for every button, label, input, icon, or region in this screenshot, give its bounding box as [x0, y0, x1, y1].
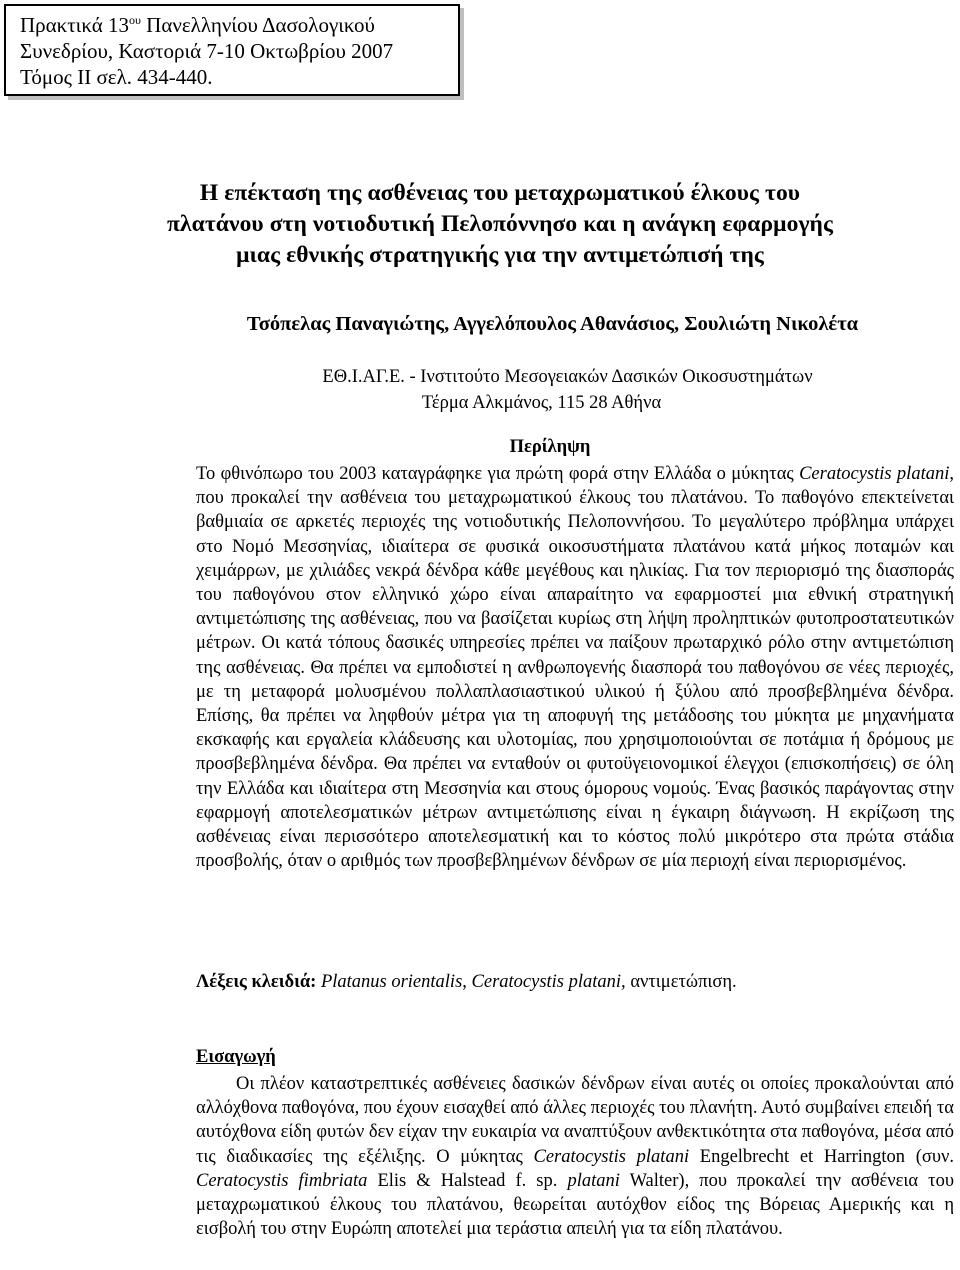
keywords-label: Λέξεις κλειδιά:	[196, 972, 317, 992]
title-line-2: πλατάνου στη νοτιοδυτική Πελοπόννησο και η ανάγκη εφαρμογής	[167, 211, 833, 237]
affiliation-address: Τέρμα Αλκμάνος, 115 28 Αθήνα	[421, 393, 662, 413]
citation-box	[4, 4, 460, 96]
authors: Τσόπελας Παναγιώτης, Αγγελόπουλος Αθανάσιος, Σουλιώτη Νικολέτα	[246, 313, 859, 335]
citation-line-1: Πρακτικά $13^{o\upsilon}$ Πανελληνίου Δασολογικού	[20, 13, 375, 37]
title-line-3: μιας εθνικής στρατηγικής για την αντιμετώπισή της	[236, 242, 764, 268]
species-synonym: Ceratocystis fimbriata	[196, 1170, 368, 1191]
title-line-1: Η επέκταση της ασθένειας του μεταχρωματικού έλκους του	[199, 180, 801, 206]
citation-line-2: Συνεδρίου, Καστοριά 7-10 Οκτωβρίου 2007	[20, 39, 394, 63]
affiliation-institute: ΕΘ.Ι.ΑΓ.Ε. - Ινστιτούτο Μεσογειακών Δασικών Οικοσυστημάτων	[322, 367, 813, 387]
species-name: Ceratocystis platani	[533, 1146, 690, 1167]
paper-title	[70, 178, 930, 271]
keyword-species-2: Ceratocystis platani,	[471, 972, 626, 992]
keywords: Λέξεις κλειδιά: Platanus orientalis, Ceratocystis platani, αντιμετώπιση.	[196, 972, 737, 992]
keyword-species-1: Platanus orientalis	[320, 972, 463, 992]
intro-body: Οι πλέον καταστρεπτικές ασθένειες δασικών δένδρων είναι αυτές οι οποίες προκαλούνται από αλλόχθονα παθογόνα, που έχουν εισαχθεί από άλλες περιοχές του πλανήτη. Αυτό συμβαίνει επειδή τα αυτόχθονα είδη φυτών δεν είχαν την ευκαιρία να αναπτύξουν ανθεκτικότητα στα παθογόνα, μέσα από τις διαδικασίες της εξέλιξης. Ο μύκητας Ceratocystis platani Engelbrecht et Harrington (συν. Ceratocystis fimbriata Elis & Halstead f. sp. platani Walter), που προκαλεί την ασθένεια του μεταχρωματικού έλκους του πλατάνου, θεωρείται αυτόχθον είδος της Βόρειας Αμερικής και η εισβολή του στην Ευρώπη αποτελεί μια τεράστια απειλή για τα είδη πλατάνου.	[196, 1074, 954, 1240]
affiliation	[0, 364, 960, 416]
intro-heading: Εισαγωγή	[196, 1047, 276, 1067]
abstract-body: Το φθινόπωρο του 2003 καταγράφηκε για πρώτη φορά στην Ελλάδα ο μύκητας Ceratocystis platani, που προκαλεί την ασθένεια του μεταχρωματικού έλκους του πλατάνου. Το παθογόνο επεκτείνεται βαθμιαία σε αρκετές περιοχές της νοτιοδυτικής Πελοποννήσου. Το μεγαλύτερο πρόβλημα υπάρχει στο Νομό Μεσσηνίας, ιδιαίτερα σε φυσικά οικοσυστήματα πλατάνου κατά μήκος ποταμών και χειμάρρων, με χιλιάδες νεκρά δένδρα κάθε μεγέθους και ηλικίας. Για τον περιορισμό της διασποράς του παθογόνου στον ελληνικό χώρο είναι απαραίτητο να εφαρμοστεί μια εθνική στρατηγική αντιμετώπισης της ασθένειας, που να βασίζεται κυρίως στη λήψη προληπτικών φυτοπροστατευτικών μέτρων. Οι κατά τόπους δασικές υπηρεσίες πρέπει να παίξουν πρωταρχικό ρόλο στην αντιμετώπιση της ασθένειας. Θα πρέπει να εμποδιστεί η ανθρωπογενής διασπορά του παθογόνου σε νέες περιοχές, με τη μεταφορά μολυσμένου πολλαπλασιαστικού υλικού ή ξύλου από προσβεβλημένα δένδρα. Επίσης, θα πρέπει να ληφθούν μέτρα για τη αποφυγή της μετάδοσης του μύκητα με μηχανήματα εκσκαφής και εργαλεία κλάδευσης και υλοτομίας, που χρησιμοποιούνται σε ποτάμια ή δρόμους με προσβεβλημένα δένδρα. Θα πρέπει να ενταθούν οι φυτοϋγειονομικοί έλεγχοι (επισκοπήσεις) σε όλη την Ελλάδα και ιδιαίτερα στη Μεσσηνία και στους όμορους νομούς. Ένας βασικός παράγοντας στην εφαρμογή αποτελεσματικών μέτρων αντιμετώπισης είναι η έγκαιρη διάγνωση. Η εκρίζωση της ασθένειας είναι περισσότερο αποτελεσματική και το κόστος πολύ μικρότερο στα πρώτα στάδια προσβολής, όταν ο αριθμός των προσβεβλημένων δένδρων σε μία περιοχή είναι περιορισμένος.	[196, 464, 954, 872]
citation-line-3: Τόμος ΙΙ σελ. 434-440.	[20, 65, 213, 89]
forma-specialis: platani	[567, 1170, 620, 1191]
species-name: Ceratocystis platani	[799, 464, 950, 484]
ordinal-superscript: ου	[128, 13, 141, 27]
abstract-heading: Περίληψη	[509, 437, 591, 457]
